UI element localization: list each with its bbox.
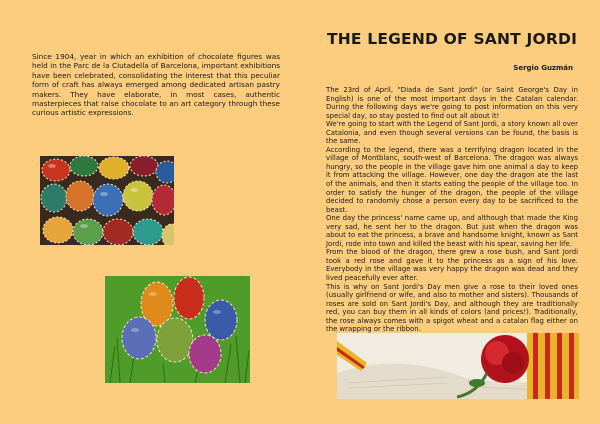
article-author: Sergio Guzmán (513, 64, 573, 72)
article-paragraph: The 23rd of April, "Diada de Sant Jordi" (or Saint George's Day in English) is one of the most important days in the Catalan calendar. During the following days we're going to post information on this very special day, so stay posted to find out all about it! (326, 86, 578, 120)
rose-and-book-photo (337, 333, 579, 399)
article-paragraph: One day the princess' name came up, and although that made the King very sad, he sent her to the dragon. But just when the dragon was about to eat the princess, a brave and handsome knight, known as Sant Jordi, rode into town and killed the beast with his spear, saving her life. (326, 214, 578, 248)
article-paragraph: We're going to start with the Legend of Sant Jordi, a story known all over Catalonia, and even though several versions can be found, the basis is the same. (326, 120, 578, 146)
eggs-in-grass-photo (105, 276, 250, 383)
article-title: THE LEGEND OF SANT JORDI (326, 30, 578, 48)
decorated-eggs-photo (40, 156, 174, 245)
article-paragraph: From the blood of the dragon, there grew a rose bush, and Sant Jordi took a red rose and gave it to the princess as a sign of his love. Everybody in the village was very happy the dragon was dead and they lived peacefully ever after. (326, 248, 578, 283)
article-paragraph: According to the legend, there was a terrifying dragon located in the village of Montblanc, south-west of Barcelona. The dragon was always hungry, so the people in the village gave him one animal a day to keep it from attacking the village. However, one day the dragon ate the last of the animals, and then it starts eating the people of the village too. In order to satisfy the hunger of the dragon, the people of the village decided to randomly chose a person every day to be sacrificed to the beast. (326, 145, 578, 214)
intro-paragraph: Since 1904, year in which an exhibition of chocolate figures was held in the Parc de la Ciutadella of Barcelona, important exhibitions have been celebrated, consolidating the interest that this peculiar form of craft has always emerged among dedicated artisan pastry makers. They have elaborate, in most cases, authentic masterpieces that raise chocolate to an art category through these curious artistic expressions. (32, 52, 280, 118)
article-body (326, 86, 578, 334)
article-paragraph: This is why on Sant Jordi's Day men give a rose to their loved ones (usually girlfriend or wife, and also to mother and sisters). Thousands of roses are sold on Sant Jordi's Day, and although they are traditionally red, you can buy them in all kinds of colors (and prices!). Traditionally, the rose always comes with a spigot wheat and a catalan flag either on the wrapping or the ribbon. (326, 282, 578, 334)
